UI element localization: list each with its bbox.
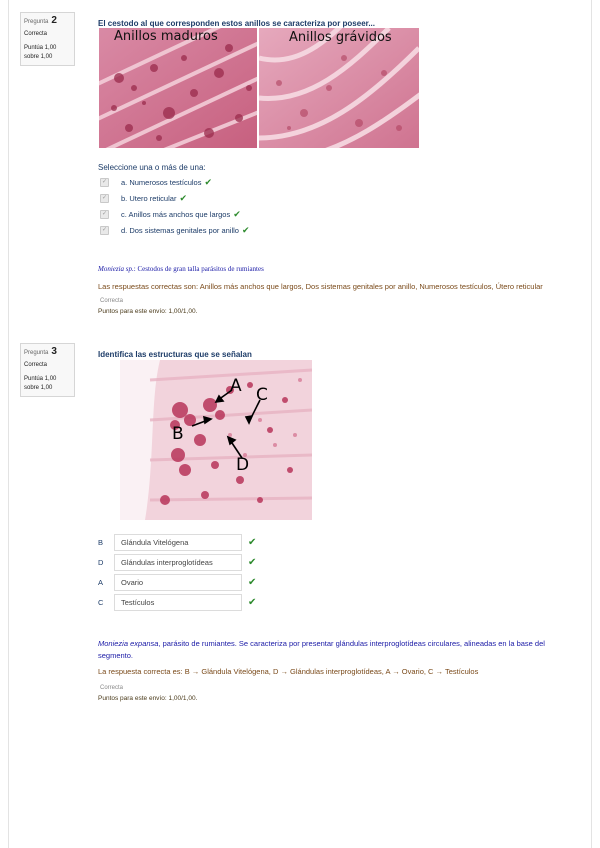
match-row-3 xyxy=(98,573,256,591)
correct-check-icon: ✔ xyxy=(248,536,257,548)
grade-line: Puntúa 1,00 xyxy=(24,376,57,382)
correct-check-icon: ✔ xyxy=(248,596,257,608)
points-summary: Puntos para este envío: 1,00/1,00. xyxy=(98,695,198,702)
question-label: Pregunta xyxy=(24,19,49,25)
label-a: A xyxy=(230,376,242,396)
question-text: Identifica las estructuras que se señalan xyxy=(98,350,252,359)
general-feedback xyxy=(98,638,576,662)
match-letter: B xyxy=(98,537,104,547)
label-b: B xyxy=(172,424,184,444)
feedback-species: Moniezia expansa xyxy=(98,639,159,648)
checkbox-checked-icon[interactable]: ✓ xyxy=(101,210,108,217)
match-row-2 xyxy=(98,553,256,571)
question-info-3 xyxy=(20,343,75,397)
question-number xyxy=(24,347,71,358)
answer-option-d[interactable] xyxy=(100,224,250,236)
question-grade xyxy=(24,44,71,62)
match-row-1 xyxy=(98,533,256,551)
match-select[interactable]: Ovario xyxy=(114,574,242,591)
image-label-gravid: Anillos grávidos xyxy=(289,30,392,45)
right-answer-text: Las respuestas correctas son: Anillos más anchos que largos, Dos sistemas genitales por anillo, Numerosos testículos, Útero reticular xyxy=(98,282,543,291)
correct-check-icon: ✔ xyxy=(241,224,250,235)
mark-state: Correcta xyxy=(100,298,124,304)
checkbox-checked-icon[interactable]: ✓ xyxy=(101,226,108,233)
question-text: El cestodo al que corresponden estos anillos se caracteriza por poseer... xyxy=(98,19,375,28)
grade-line: Puntúa 1,00 xyxy=(24,45,57,51)
structures-image xyxy=(120,360,312,520)
structures-image-svg xyxy=(120,360,312,520)
feedback-species: Moniezia sp. xyxy=(98,265,134,273)
label-d: D xyxy=(236,455,250,475)
question-info-2 xyxy=(20,12,75,66)
match-letter: A xyxy=(98,577,104,587)
answer-label: c. Anillos más anchos que largos xyxy=(121,209,231,219)
match-letter: C xyxy=(98,597,104,607)
match-row-4 xyxy=(98,593,256,611)
match-select[interactable]: Glándula Vitelógena xyxy=(114,534,242,551)
question-state: Correcta xyxy=(24,362,48,368)
answer-option-c[interactable] xyxy=(100,208,241,220)
answer-prompt: Seleccione una o más de una: xyxy=(98,163,206,172)
answer-label: b. Utero reticular xyxy=(121,193,177,203)
question-state: Correcta xyxy=(24,31,48,37)
grade-max-line: sobre 1,00 xyxy=(24,54,53,60)
question-grade xyxy=(24,375,71,393)
correct-check-icon: ✔ xyxy=(179,192,187,203)
answer-option-a[interactable] xyxy=(100,176,212,188)
match-letter: D xyxy=(98,557,104,567)
right-answer-text: La respuesta correcta es: B → Glándula Vitelógena, D → Glándulas interproglotídeas, A → Ovario, C → Testículos xyxy=(98,667,479,676)
general-feedback xyxy=(98,265,264,273)
correct-check-icon: ✔ xyxy=(248,556,257,568)
answer-label: d. Dos sistemas genitales por anillo xyxy=(121,225,239,235)
answer-option-b[interactable] xyxy=(100,192,187,204)
feedback-text: , parásito de rumiantes. Se caracteriza por presentar glándulas interproglotídeas circulares, alineadas en la base del segmento. xyxy=(98,639,545,660)
question-number xyxy=(24,16,71,27)
points-summary: Puntos para este envío: 1,00/1,00. xyxy=(98,308,198,315)
proglottids-image xyxy=(99,28,419,148)
grade-max-line: sobre 1,00 xyxy=(24,385,53,391)
feedback-text: : Cestodos de gran talla parásitos de rumiantes xyxy=(133,265,264,273)
answer-label: a. Numerosos testículos xyxy=(121,177,202,187)
mark-state: Correcta xyxy=(100,685,124,691)
question-label: Pregunta xyxy=(24,350,49,356)
checkbox-checked-icon[interactable]: ✓ xyxy=(101,194,108,201)
correct-check-icon: ✔ xyxy=(248,576,257,588)
label-c: C xyxy=(256,385,268,405)
image-label-mature: Anillos maduros xyxy=(114,29,218,44)
correct-check-icon: ✔ xyxy=(233,208,241,219)
match-select[interactable]: Testículos xyxy=(114,594,242,611)
question-number-value: 3 xyxy=(51,346,57,357)
question-number-value: 2 xyxy=(51,15,57,26)
match-select[interactable]: Glándulas interproglotídeas xyxy=(114,554,242,571)
correct-check-icon: ✔ xyxy=(204,176,212,187)
proglottids-image-svg xyxy=(99,28,419,148)
checkbox-checked-icon[interactable]: ✓ xyxy=(101,178,108,185)
